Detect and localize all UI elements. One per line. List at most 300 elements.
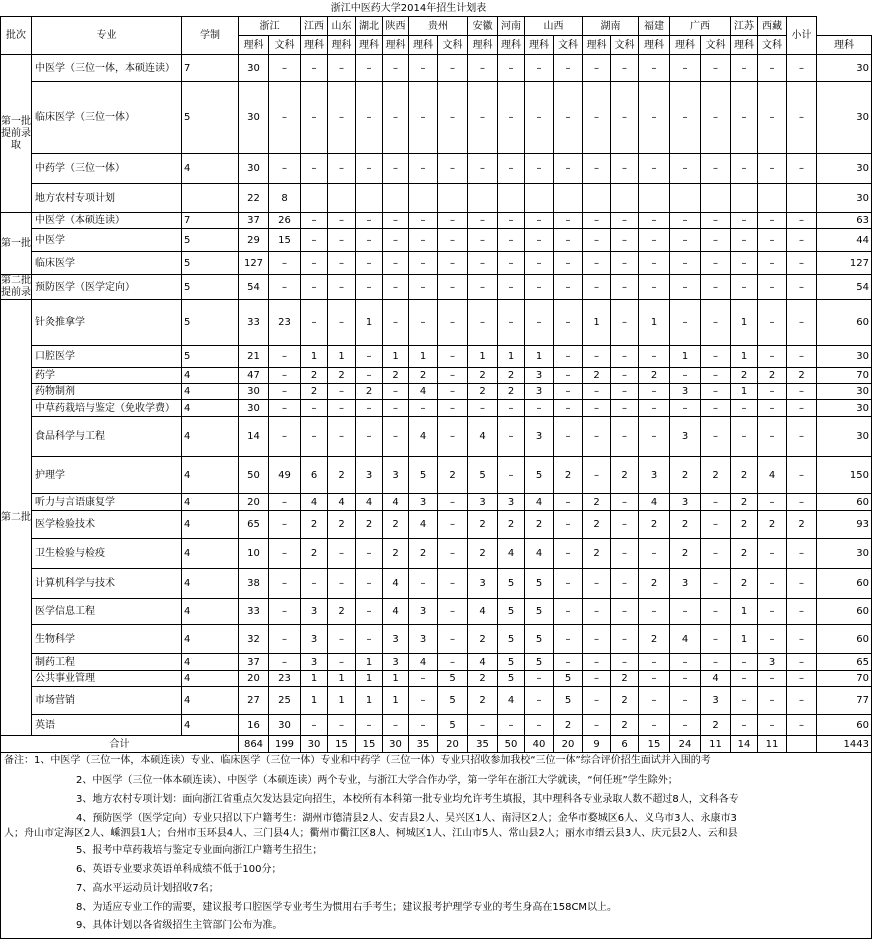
quota-cell xyxy=(498,184,525,213)
quota-cell: – xyxy=(498,400,525,417)
years-cell: 5 xyxy=(182,300,239,346)
quota-cell: – xyxy=(356,154,383,184)
quota-cell: – xyxy=(787,384,817,400)
quota-cell: – xyxy=(670,671,701,687)
table-row xyxy=(1,368,872,384)
years-cell: 4 xyxy=(182,417,239,457)
quota-cell: – xyxy=(383,300,409,346)
quota-cell: – xyxy=(554,654,583,671)
quota-cell: – xyxy=(611,384,639,400)
quota-cell: – xyxy=(468,252,498,275)
quota-cell: – xyxy=(758,715,787,736)
quota-cell xyxy=(731,184,758,213)
quota-cell: – xyxy=(301,400,328,417)
quota-cell: 5 xyxy=(525,457,554,494)
header-batch: 批次 xyxy=(1,17,32,55)
subtotal-cell: 77 xyxy=(817,687,872,715)
header-province: 陕西 xyxy=(383,17,409,36)
quota-cell: – xyxy=(583,671,611,687)
quota-cell: 1 xyxy=(731,300,758,346)
quota-cell: – xyxy=(731,687,758,715)
quota-cell: – xyxy=(670,55,701,82)
quota-cell: – xyxy=(383,82,409,154)
quota-cell: 5 xyxy=(498,599,525,625)
quota-cell: – xyxy=(758,625,787,654)
quota-cell: – xyxy=(498,715,525,736)
quota-cell: – xyxy=(639,654,670,671)
quota-cell: – xyxy=(758,687,787,715)
quota-cell: 4 xyxy=(468,599,498,625)
years-cell: 4 xyxy=(182,400,239,417)
table-row xyxy=(1,252,872,275)
quota-cell: – xyxy=(583,82,611,154)
quota-cell: – xyxy=(670,300,701,346)
quota-cell: – xyxy=(383,417,409,457)
quota-cell: – xyxy=(525,82,554,154)
quota-cell: – xyxy=(356,715,383,736)
quota-cell: 2 xyxy=(611,457,639,494)
quota-cell: – xyxy=(269,599,301,625)
quota-cell: – xyxy=(701,569,731,599)
quota-cell: 2 xyxy=(731,368,758,384)
header-province: 湖北 xyxy=(356,17,383,36)
quota-cell: – xyxy=(611,229,639,252)
quota-cell: 2 xyxy=(328,511,356,539)
quota-cell: 2 xyxy=(639,569,670,599)
quota-cell: – xyxy=(611,213,639,229)
years-cell: 5 xyxy=(182,346,239,368)
table-row xyxy=(1,384,872,400)
quota-cell: – xyxy=(611,654,639,671)
quota-cell: 2 xyxy=(731,569,758,599)
years-cell: 7 xyxy=(182,213,239,229)
subtotal-cell: 127 xyxy=(817,252,872,275)
years-cell: 4 xyxy=(182,625,239,654)
quota-cell: 1 xyxy=(731,346,758,368)
quota-cell: – xyxy=(758,300,787,346)
quota-cell: – xyxy=(301,154,328,184)
quota-cell: 50 xyxy=(239,457,269,494)
quota-cell: 23 xyxy=(269,300,301,346)
quota-cell: 3 xyxy=(409,599,438,625)
quota-cell: – xyxy=(639,346,670,368)
header-province: 山东 xyxy=(328,17,356,36)
quota-cell: – xyxy=(701,654,731,671)
quota-cell: 2 xyxy=(498,368,525,384)
total-cell: 30 xyxy=(301,736,328,753)
quota-cell: 2 xyxy=(787,368,817,384)
quota-cell: – xyxy=(787,625,817,654)
table-title: 浙江中医药大学2014年招生计划表 xyxy=(1,0,817,17)
major-cell: 中医学 xyxy=(32,229,182,252)
total-cell: 9 xyxy=(583,736,611,753)
quota-cell: 2 xyxy=(554,457,583,494)
quota-cell: – xyxy=(468,55,498,82)
quota-cell: – xyxy=(701,82,731,154)
quota-cell: 65 xyxy=(239,511,269,539)
header-subject: 理科 xyxy=(670,36,701,55)
quota-cell: – xyxy=(670,229,701,252)
total-cell: 35 xyxy=(468,736,498,753)
quota-cell: 2 xyxy=(639,511,670,539)
major-cell: 食品科学与工程 xyxy=(32,417,182,457)
table-row xyxy=(1,300,872,346)
quota-cell: – xyxy=(525,687,554,715)
quota-cell: 3 xyxy=(383,654,409,671)
quota-cell xyxy=(611,184,639,213)
years-cell: 4 xyxy=(182,599,239,625)
quota-cell xyxy=(758,184,787,213)
quota-cell: 1 xyxy=(383,671,409,687)
major-cell: 计算机科学与技术 xyxy=(32,569,182,599)
quota-cell: – xyxy=(269,346,301,368)
header-province: 西藏 xyxy=(758,17,787,36)
note-5: 5、报考中草药栽培与鉴定专业面向浙江户籍考生招生； xyxy=(76,845,323,856)
quota-cell: 2 xyxy=(301,368,328,384)
years-cell: 4 xyxy=(182,654,239,671)
quota-cell xyxy=(525,184,554,213)
subtotal-cell: 60 xyxy=(817,494,872,511)
quota-cell: – xyxy=(554,384,583,400)
quota-cell: – xyxy=(498,82,525,154)
quota-cell: – xyxy=(731,55,758,82)
header-province: 福建 xyxy=(639,17,670,36)
quota-cell: – xyxy=(498,275,525,300)
subtotal-cell: 150 xyxy=(817,457,872,494)
quota-cell: – xyxy=(611,511,639,539)
quota-cell: 2 xyxy=(583,494,611,511)
quota-cell: – xyxy=(583,715,611,736)
quota-cell: 1 xyxy=(356,671,383,687)
quota-cell: 3 xyxy=(639,457,670,494)
quota-cell: 14 xyxy=(239,417,269,457)
header-subject: 文科 xyxy=(611,36,639,55)
quota-cell: – xyxy=(758,494,787,511)
quota-cell: 4 xyxy=(525,539,554,569)
quota-cell: – xyxy=(554,539,583,569)
quota-cell: 4 xyxy=(409,384,438,400)
table-row xyxy=(1,229,872,252)
quota-cell: – xyxy=(701,625,731,654)
quota-cell: – xyxy=(701,213,731,229)
quota-cell: – xyxy=(639,213,670,229)
quota-cell: – xyxy=(438,154,468,184)
quota-cell: – xyxy=(639,275,670,300)
header-subject: 理科 xyxy=(639,36,670,55)
subtotal-cell: 93 xyxy=(817,511,872,539)
quota-cell: – xyxy=(583,654,611,671)
quota-cell: 5 xyxy=(554,687,583,715)
quota-cell: – xyxy=(583,252,611,275)
quota-cell: 2 xyxy=(611,671,639,687)
subtotal-cell: 60 xyxy=(817,300,872,346)
quota-cell xyxy=(701,184,731,213)
quota-cell: 33 xyxy=(239,599,269,625)
quota-cell xyxy=(409,184,438,213)
subtotal-cell: 63 xyxy=(817,213,872,229)
quota-cell: – xyxy=(525,715,554,736)
quota-cell: – xyxy=(356,346,383,368)
quota-cell: 2 xyxy=(328,368,356,384)
years-cell: 4 xyxy=(182,715,239,736)
quota-cell: 3 xyxy=(301,599,328,625)
quota-cell: – xyxy=(731,417,758,457)
quota-cell: – xyxy=(731,229,758,252)
quota-cell: 2 xyxy=(328,599,356,625)
header-subject: 理科 xyxy=(498,36,525,55)
major-cell: 听力与言语康复学 xyxy=(32,494,182,511)
quota-cell: 2 xyxy=(409,368,438,384)
quota-cell: – xyxy=(438,213,468,229)
total-cell: 15 xyxy=(356,736,383,753)
subtotal-cell: 60 xyxy=(817,599,872,625)
quota-cell: 1 xyxy=(301,671,328,687)
major-cell: 中草药栽培与鉴定（免收学费） xyxy=(32,400,182,417)
quota-cell: – xyxy=(438,82,468,154)
years-cell: 4 xyxy=(182,494,239,511)
quota-cell: – xyxy=(731,715,758,736)
note-8: 8、为适应专业工作的需要，建议报考口腔医学专业考生为惯用右手考生；建议报考护理学专业的考生身高在158CM以上。 xyxy=(76,902,618,913)
quota-cell: 33 xyxy=(239,300,269,346)
quota-cell: – xyxy=(758,671,787,687)
quota-cell: – xyxy=(356,55,383,82)
table-row xyxy=(1,400,872,417)
table-row xyxy=(1,494,872,511)
quota-cell: 5 xyxy=(498,671,525,687)
totals-label: 合计 xyxy=(1,736,239,753)
header-province: 山西 xyxy=(525,17,583,36)
major-cell: 针灸推拿学 xyxy=(32,300,182,346)
subtotal-cell: 30 xyxy=(817,82,872,154)
quota-cell: – xyxy=(758,213,787,229)
quota-cell: – xyxy=(525,671,554,687)
subtotal-cell: 30 xyxy=(817,184,872,213)
quota-cell: 5 xyxy=(525,625,554,654)
quota-cell: 3 xyxy=(383,457,409,494)
quota-cell xyxy=(670,184,701,213)
quota-cell: – xyxy=(356,625,383,654)
quota-cell: 1 xyxy=(301,346,328,368)
major-cell: 预防医学（医学定向） xyxy=(32,275,182,300)
quota-cell: – xyxy=(328,275,356,300)
quota-cell: – xyxy=(758,599,787,625)
quota-cell: 1 xyxy=(731,384,758,400)
table-row xyxy=(1,715,872,736)
quota-cell: – xyxy=(554,275,583,300)
quota-cell: – xyxy=(670,213,701,229)
quota-cell: 2 xyxy=(670,457,701,494)
quota-cell: 2 xyxy=(383,539,409,569)
table-row xyxy=(1,213,872,229)
quota-cell: – xyxy=(468,715,498,736)
quota-cell: – xyxy=(356,368,383,384)
quota-cell: – xyxy=(670,687,701,715)
quota-cell: – xyxy=(758,154,787,184)
quota-cell: 3 xyxy=(701,687,731,715)
quota-cell: – xyxy=(328,715,356,736)
quota-cell: – xyxy=(468,400,498,417)
note-1: 备注：1、中医学（三位一体，本硕连读）专业、临床医学（三位一体）专业和中药学（三位一体）专业只招收参加我校“三位一体”综合评价招生面试并入围的考 xyxy=(4,755,711,766)
quota-cell: – xyxy=(554,417,583,457)
quota-cell: 1 xyxy=(583,300,611,346)
quota-cell: – xyxy=(701,384,731,400)
quota-cell: – xyxy=(356,400,383,417)
quota-cell: – xyxy=(554,55,583,82)
header-province: 浙江 xyxy=(239,17,301,36)
quota-cell: 27 xyxy=(239,687,269,715)
major-cell: 临床医学（三位一体） xyxy=(32,82,182,154)
quota-cell: – xyxy=(639,687,670,715)
quota-cell: – xyxy=(498,252,525,275)
quota-cell: – xyxy=(583,346,611,368)
quota-cell: – xyxy=(409,55,438,82)
quota-cell: – xyxy=(611,275,639,300)
subtotal-cell: 44 xyxy=(817,229,872,252)
quota-cell: – xyxy=(701,55,731,82)
quota-cell: – xyxy=(409,229,438,252)
quota-cell: – xyxy=(301,55,328,82)
quota-cell: 4 xyxy=(498,687,525,715)
quota-cell: – xyxy=(611,539,639,569)
quota-cell: 2 xyxy=(498,384,525,400)
quota-cell: 5 xyxy=(438,687,468,715)
quota-cell: – xyxy=(328,252,356,275)
quota-cell: 2 xyxy=(787,511,817,539)
quota-cell: 4 xyxy=(639,494,670,511)
quota-cell: – xyxy=(498,55,525,82)
quota-cell: – xyxy=(583,229,611,252)
quota-cell: 2 xyxy=(468,687,498,715)
quota-cell xyxy=(639,184,670,213)
quota-cell: – xyxy=(554,599,583,625)
quota-cell: 3 xyxy=(525,384,554,400)
total-cell: 11 xyxy=(758,736,787,753)
quota-cell: – xyxy=(269,494,301,511)
quota-cell: – xyxy=(554,511,583,539)
header-subject: 理科 xyxy=(468,36,498,55)
quota-cell: – xyxy=(301,252,328,275)
quota-cell: 20 xyxy=(239,671,269,687)
years-cell: 5 xyxy=(182,82,239,154)
quota-cell: 5 xyxy=(498,569,525,599)
quota-cell: 15 xyxy=(269,229,301,252)
table-row xyxy=(1,154,872,184)
quota-cell: 4 xyxy=(383,599,409,625)
quota-cell: – xyxy=(701,511,731,539)
quota-cell: – xyxy=(301,417,328,457)
quota-cell: – xyxy=(438,252,468,275)
quota-cell: – xyxy=(670,368,701,384)
quota-cell: – xyxy=(611,368,639,384)
header-subject: 文科 xyxy=(438,36,468,55)
quota-cell: 4 xyxy=(409,654,438,671)
quota-cell: – xyxy=(356,275,383,300)
table-row xyxy=(1,457,872,494)
years-cell: 5 xyxy=(182,275,239,300)
quota-cell: – xyxy=(554,368,583,384)
header-subject: 文科 xyxy=(701,36,731,55)
quota-cell: – xyxy=(409,252,438,275)
quota-cell: – xyxy=(438,539,468,569)
quota-cell: – xyxy=(409,213,438,229)
quota-cell: – xyxy=(269,368,301,384)
header-province: 湖南 xyxy=(583,17,639,36)
table-row xyxy=(1,625,872,654)
quota-cell: – xyxy=(356,229,383,252)
quota-cell: 5 xyxy=(498,625,525,654)
quota-cell: 3 xyxy=(468,494,498,511)
quota-cell: 4 xyxy=(525,494,554,511)
header-subject: 理科 xyxy=(817,36,872,55)
quota-cell: 5 xyxy=(438,671,468,687)
quota-cell: – xyxy=(583,154,611,184)
quota-cell: – xyxy=(328,82,356,154)
quota-cell: 30 xyxy=(239,55,269,82)
quota-cell: 1 xyxy=(498,346,525,368)
quota-cell: – xyxy=(356,82,383,154)
quota-cell: 1 xyxy=(383,687,409,715)
quota-cell: 5 xyxy=(525,569,554,599)
quota-cell xyxy=(583,184,611,213)
quota-cell: – xyxy=(328,55,356,82)
quota-cell: – xyxy=(639,417,670,457)
quota-cell xyxy=(328,184,356,213)
quota-cell: 4 xyxy=(356,494,383,511)
subtotal-cell: 30 xyxy=(817,384,872,400)
quota-cell: 2 xyxy=(468,511,498,539)
quota-cell: – xyxy=(438,368,468,384)
quota-cell: 2 xyxy=(670,539,701,569)
quota-cell: 3 xyxy=(525,368,554,384)
quota-cell: 1 xyxy=(356,654,383,671)
major-cell: 地方农村专项计划 xyxy=(32,184,182,213)
quota-cell: 30 xyxy=(239,384,269,400)
quota-cell: 2 xyxy=(409,539,438,569)
quota-cell: – xyxy=(383,252,409,275)
quota-cell: – xyxy=(409,569,438,599)
quota-cell: – xyxy=(409,400,438,417)
quota-cell: – xyxy=(438,229,468,252)
quota-cell: – xyxy=(328,539,356,569)
quota-cell: 3 xyxy=(670,417,701,457)
quota-cell: 2 xyxy=(468,384,498,400)
quota-cell: 4 xyxy=(701,671,731,687)
quota-cell: – xyxy=(639,599,670,625)
quota-cell: – xyxy=(787,55,817,82)
quota-cell: 2 xyxy=(583,539,611,569)
quota-cell: – xyxy=(383,384,409,400)
quota-cell: 32 xyxy=(239,625,269,654)
quota-cell: 4 xyxy=(409,511,438,539)
quota-cell: – xyxy=(438,55,468,82)
quota-cell: – xyxy=(468,154,498,184)
quota-cell: 54 xyxy=(239,275,269,300)
header-subject: 理科 xyxy=(301,36,328,55)
quota-cell: – xyxy=(670,275,701,300)
header-subject: 文科 xyxy=(758,36,787,55)
quota-cell: 3 xyxy=(670,569,701,599)
quota-cell xyxy=(468,184,498,213)
quota-cell: – xyxy=(468,229,498,252)
quota-cell: 16 xyxy=(239,715,269,736)
quota-cell: – xyxy=(639,229,670,252)
quota-cell: 26 xyxy=(269,213,301,229)
years-cell: 7 xyxy=(182,55,239,82)
quota-cell: 1 xyxy=(731,599,758,625)
quota-cell: 4 xyxy=(409,417,438,457)
quota-cell: 127 xyxy=(239,252,269,275)
batch-cell: 第二批提前录 xyxy=(1,275,31,298)
